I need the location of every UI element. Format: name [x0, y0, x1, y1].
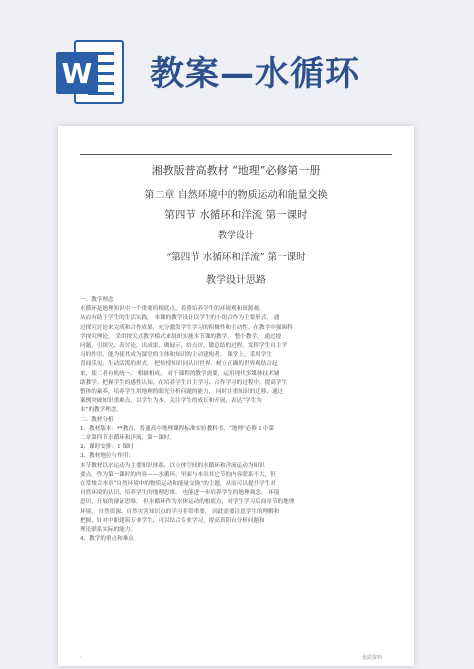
body-line: 环境、 自然资源、自然灾害知识点的学习非常重要， 因此需要注意学生的理解和 [80, 508, 280, 515]
banner [0, 0, 474, 120]
document-title: 湘教版普高教材 “地理”必修第一册 [151, 164, 321, 177]
body-line: 要点。作为第一课时的内容——水循环，里面与本章其它节的内容联系不大，但 [80, 471, 276, 478]
body-line: 本节教材以水运动为主要知识体系，以立体空间的水循环和洋流运动为知识 [80, 462, 265, 469]
body-line: 在常规合本章“自然环境中的物质运动和能量交换”的主题，从而可以提升学生对 [80, 481, 276, 488]
body-text [80, 296, 392, 544]
body-line: 助教学；把握学生的感性认知，在培养学生自主学习、合作学习的过程中，提高学生 [80, 379, 287, 386]
design-heading: 教学设计 [217, 231, 254, 241]
body-line: 把握，针对中职建筑专业学生，可以结合专业学习，提高真阳台分析问题和 [80, 517, 265, 524]
body-line: 4、教学的重点和难点 [80, 536, 134, 543]
body-line: 本”的教学理念。 [80, 407, 123, 414]
footer-left: · [80, 654, 82, 660]
header-rule [80, 154, 392, 155]
footer-right: 优质资料 [361, 655, 382, 661]
body-line: 2、课时安排：1 课时 [80, 444, 134, 451]
body-line: 来，使二者有机统一、 相辅相成。 对于课程的教学需要，运用现代多媒体技术辅 [80, 370, 280, 377]
body-line: 理论联系实际的能力。 [80, 527, 136, 534]
body-line: 问题，引探究，表讨论，出成果，做展示，给点评，做总结的过程，发挥学生自主学 [80, 343, 287, 350]
body-line: 自然环境的认识，培养学生的地理思维。 也能进一步培养学生的地理观念、 环境 [80, 490, 280, 497]
banner-title: 教案—水循环 [150, 54, 360, 94]
body-line: 整体的素养，培养学生用地理的眼光分析问题的能力， 同时注重知识的迁移，通过 [80, 389, 284, 396]
body-line: 意识、开展的辩证思维。 但水循环作为水体运动的根底点，对学生学习后面章节的地理 [80, 499, 295, 506]
body-line: 案例突破知识重难点，以学生为本，关注学生的成长和开展，表达“学生为 [80, 398, 262, 405]
body-line: 1、教材版本：**教育，普通高中地理课程标准实验教科书，“地理”必修 Ⅰ 中第 [80, 425, 275, 432]
document-content [80, 162, 392, 544]
section-heading: 第四节 水循环和洋流 第一课时 [164, 209, 308, 221]
body-line: 水循环是地理知识中一个重要的根底点，着重培养学生的环境观和资源观， [80, 306, 265, 313]
body-line: 习的作用，能为使其成为课堂的主体和知识的主动建构者。 课堂上，采用学生 [80, 352, 272, 359]
lesson-heading: “第四节 水循环和洋流” 第一课时 [166, 252, 306, 263]
body-line: 3、教材地位与作用： [80, 453, 134, 460]
body-line: 从而有助于学生的生活实践。 本课的教学设计以学生的小组合作为主要形式， 通 [80, 315, 280, 322]
body-line: 二章第四节水循环和洋流，第一课时。 [80, 435, 176, 442]
body-line: 二、教材分析 [80, 416, 114, 423]
idea-heading: 教学设计思路 [206, 275, 266, 286]
body-line: 喜闻乐见、生动活泼的形式， 把传授知识同认识世界、树立正确的世界观结合起 [80, 361, 278, 368]
document-page [58, 126, 414, 666]
body-line: 一、教学理念 [80, 297, 114, 303]
word-document-icon [56, 38, 128, 108]
body-line: 学探究理论， 采用探究式教学模式来组织实施本节课的教学， 整个教学， 通过提 [80, 333, 282, 340]
body-line: 过探究讨论来完成和合作成果，充分激发学生学习的积极性和主动性。在教学中强调科 [80, 324, 293, 331]
word-badge-icon: W [56, 52, 98, 94]
chapter-heading: 第二章 自然环境中的物质运动和能量交换 [144, 190, 328, 201]
